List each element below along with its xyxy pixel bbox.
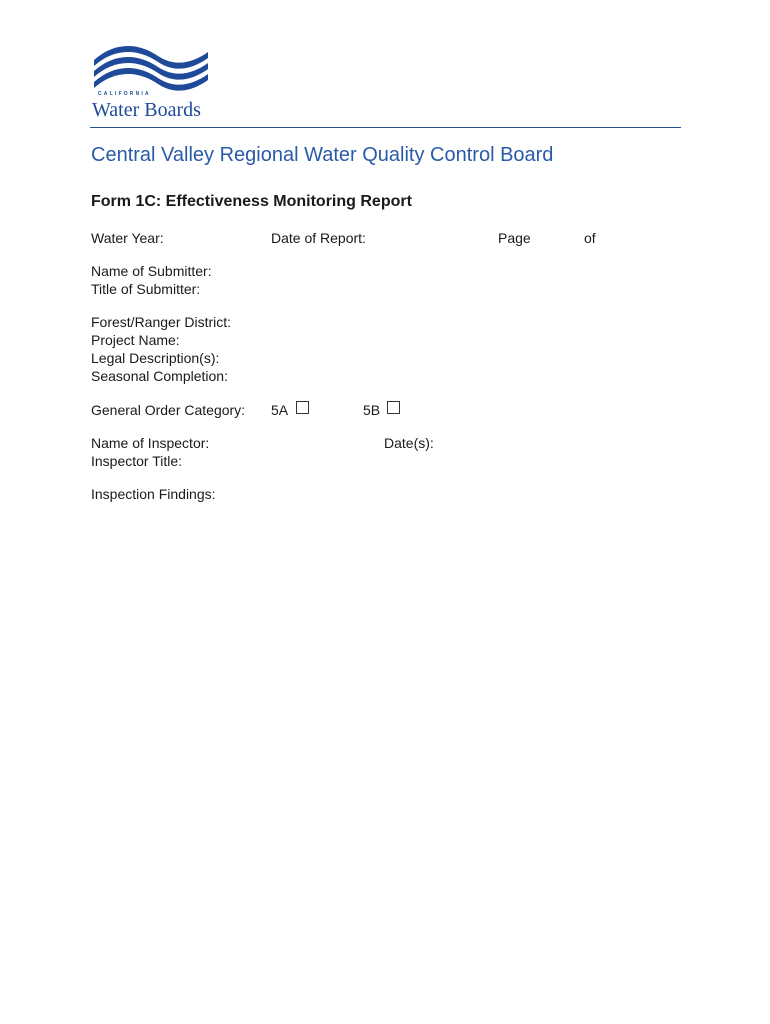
submitter-title-label: Title of Submitter:: [91, 281, 201, 297]
form-title: Form 1C: Effectiveness Monitoring Report: [91, 193, 412, 210]
inspector-name-label: Name of Inspector:: [91, 435, 210, 451]
inspection-dates-label: Date(s):: [384, 435, 434, 451]
wave-logo-icon: [90, 44, 214, 94]
agency-title: Central Valley Regional Water Quality Control Board: [91, 144, 554, 166]
logo-state-text: CALIFORNIA: [98, 91, 151, 97]
legal-description-label: Legal Description(s):: [91, 350, 220, 366]
seasonal-completion-label: Seasonal Completion:: [91, 368, 228, 384]
submitter-name-label: Name of Submitter:: [91, 263, 212, 279]
water-year-label: Water Year:: [91, 230, 164, 246]
general-order-label: General Order Category:: [91, 402, 246, 418]
header-divider: [90, 127, 681, 128]
date-of-report-label: Date of Report:: [271, 230, 366, 246]
option-5b-label: 5B: [363, 402, 381, 418]
option-5a-label: 5A: [271, 402, 289, 418]
page-of-label: of: [584, 230, 596, 246]
page-label: Page: [498, 230, 531, 246]
option-5b-checkbox[interactable]: [387, 401, 400, 414]
inspector-title-label: Inspector Title:: [91, 453, 183, 469]
project-name-label: Project Name:: [91, 332, 180, 348]
option-5a-checkbox[interactable]: [296, 401, 309, 414]
forest-district-label: Forest/Ranger District:: [91, 314, 232, 330]
inspection-findings-label: Inspection Findings:: [91, 486, 216, 502]
logo-wordmark: Water Boards: [92, 99, 201, 121]
